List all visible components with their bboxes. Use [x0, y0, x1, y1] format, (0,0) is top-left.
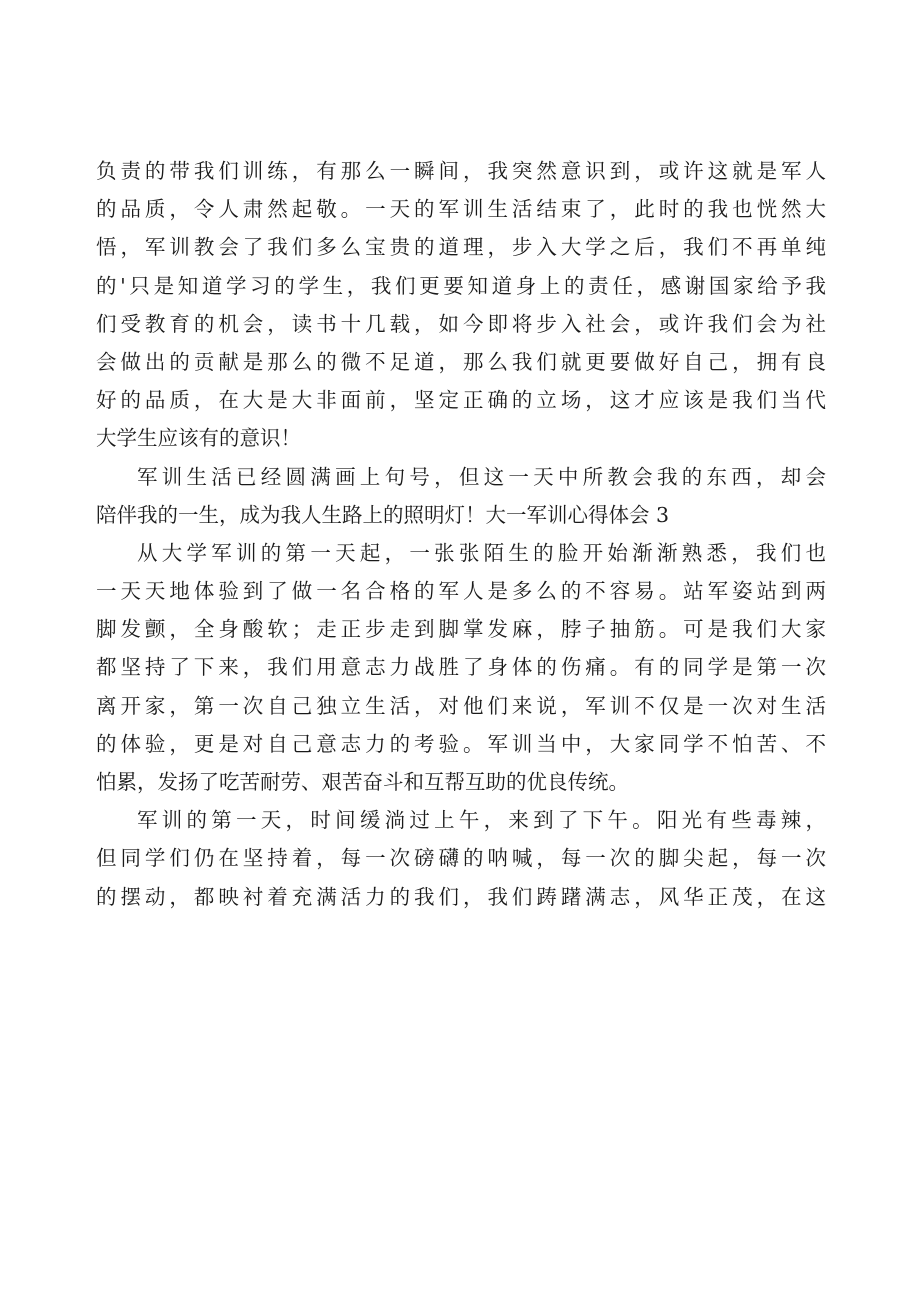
text-line: 的体验，更是对自己意志力的考验。军训当中，大家同学不怕苦、不 — [96, 731, 826, 756]
text-line: 但同学们仍在坚持着，每一次磅礴的呐喊，每一次的脚尖起，每一次 — [96, 846, 826, 871]
text-line: 脚发颤，全身酸软；走正步走到脚掌发麻，脖子抽筋。可是我们大家 — [96, 617, 826, 642]
text-line: 们受教育的机会，读书十几载，如今即将步入社会，或许我们会为社 — [96, 311, 826, 336]
text-line: 陪伴我的一生，成为我人生路上的照明灯！大一军训心得体会 3 — [96, 502, 670, 527]
paragraph-start-line: 军训生活已经圆满画上句号，但这一天中所教会我的东西，却会 — [137, 464, 826, 489]
paragraph-start-line: 军训的第一天，时间缓淌过上午，来到了下午。阳光有些毒辣， — [137, 808, 826, 833]
text-line: 的摆动，都映衬着充满活力的我们，我们踌躇满志，风华正茂，在这 — [96, 884, 826, 909]
text-line: 的品质，令人肃然起敬。一天的军训生活结束了，此时的我也恍然大 — [96, 197, 826, 222]
text-line: 离开家，第一次自己独立生活，对他们来说，军训不仅是一次对生活 — [96, 693, 826, 718]
document-body — [96, 152, 826, 916]
text-line: 好的品质，在大是大非面前，坚定正确的立场，这才应该是我们当代 — [96, 388, 826, 413]
text-line: 怕累，发扬了吃苦耐劳、艰苦奋斗和互帮互助的优良传统。 — [96, 770, 629, 794]
text-line: 会做出的贡献是那么的微不足道，那么我们就更要做好自己，拥有良 — [96, 349, 826, 374]
text-line: 都坚持了下来，我们用意志力战胜了身体的伤痛。有的同学是第一次 — [96, 655, 826, 680]
text-line: 大学生应该有的意识！ — [96, 426, 301, 451]
text-line: 悟，军训教会了我们多么宝贵的道理，步入大学之后，我们不再单纯 — [96, 235, 826, 260]
text-line: 负责的带我们训练，有那么一瞬间，我突然意识到，或许这就是军人 — [96, 159, 826, 183]
text-line: 一天天地体验到了做一名合格的军人是多么的不容易。站军姿站到两 — [96, 579, 826, 604]
text-line: 的'只是知道学习的学生，我们更要知道身上的责任，感谢国家给予我 — [96, 273, 826, 298]
paragraph-start-line: 从大学军训的第一天起，一张张陌生的脸开始渐渐熟悉，我们也 — [137, 540, 826, 565]
